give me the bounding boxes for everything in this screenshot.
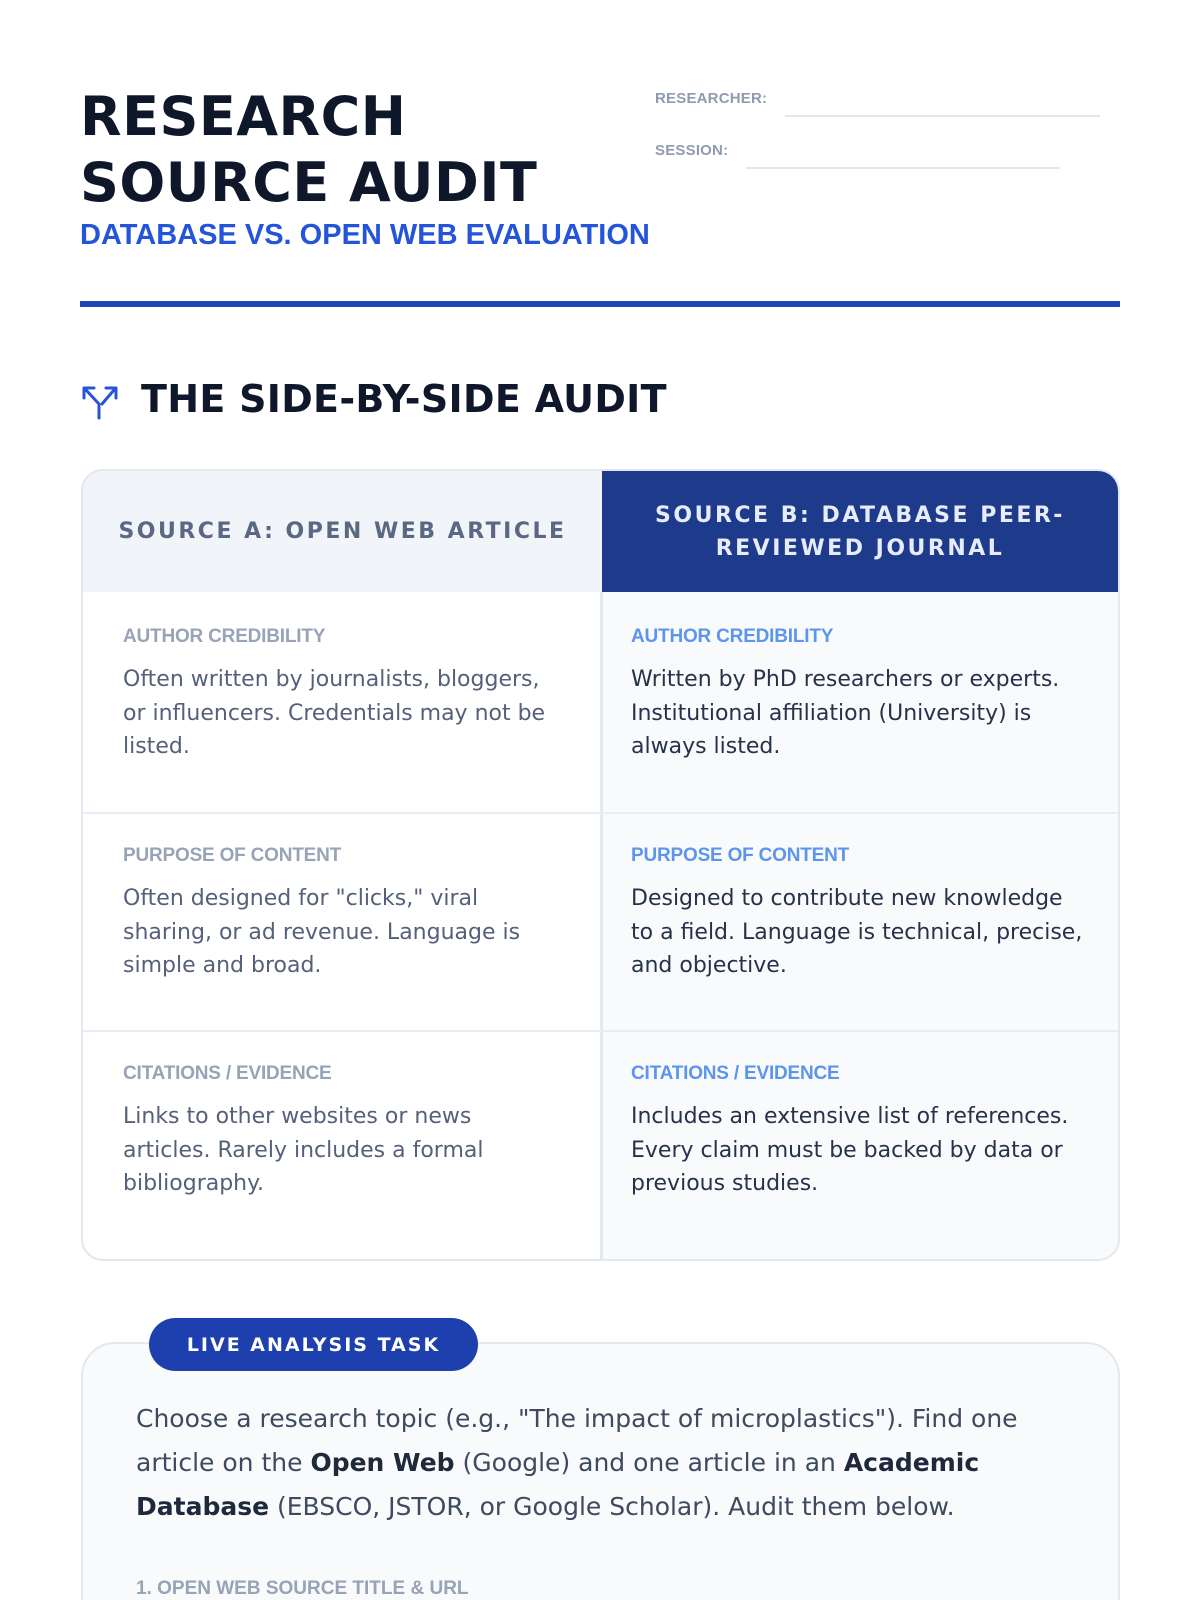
task-text-part: Choose a research topic (e.g., "The impact of microplastics"). Find one article on the — [136, 1404, 1018, 1477]
criterion-text: Written by PhD researchers or experts. Institutional affiliation (University) is always listed. — [631, 667, 1060, 759]
task-emphasis-open-web: Open Web — [310, 1448, 455, 1477]
split-arrows-icon — [80, 382, 120, 422]
table-cell-b-author — [631, 626, 1086, 764]
researcher-label: RESEARCHER: — [655, 90, 768, 107]
table-cell-a-author — [123, 626, 563, 764]
criterion-text: Often designed for "clicks," viral sharing, or ad revenue. Language is simple and broad. — [123, 886, 521, 978]
page-title — [80, 84, 640, 216]
session-field[interactable] — [746, 167, 1060, 169]
comparison-table — [81, 469, 1120, 1261]
criterion-text: Includes an extensive list of references. Every claim must be backed by data or previous studies. — [631, 1104, 1069, 1196]
source-b-header: SOURCE B: DATABASE PEER-REVIEWED JOURNAL — [602, 471, 1118, 592]
criterion-label: CITATIONS / EVIDENCE — [123, 1063, 332, 1084]
researcher-field[interactable] — [785, 115, 1100, 117]
section-title: THE SIDE-BY-SIDE AUDIT — [141, 377, 667, 421]
task-text-part: (EBSCO, JSTOR, or Google Scholar). Audit them below. — [269, 1492, 955, 1521]
page-title-line-2: SOURCE AUDIT — [80, 151, 538, 214]
column-divider — [600, 592, 603, 1261]
table-cell-a-purpose — [123, 845, 563, 983]
session-label: SESSION: — [655, 142, 729, 159]
row-divider — [83, 1030, 1118, 1032]
criterion-label: PURPOSE OF CONTENT — [631, 845, 850, 866]
open-web-source-label: 1. OPEN WEB SOURCE TITLE & URL — [136, 1578, 469, 1599]
page-title-line-1: RESEARCH — [80, 85, 407, 148]
criterion-text: Often written by journalists, bloggers, or influencers. Credentials may not be listed. — [123, 667, 546, 759]
criterion-text: Links to other websites or news articles. Rarely includes a formal bibliography. — [123, 1104, 484, 1196]
criterion-text: Designed to contribute new knowledge to a field. Language is technical, precise, and objective. — [631, 886, 1083, 978]
task-instructions — [136, 1397, 1066, 1529]
source-a-header: SOURCE A: OPEN WEB ARTICLE — [83, 471, 602, 592]
table-cell-a-citations — [123, 1063, 563, 1201]
table-cell-b-purpose — [631, 845, 1086, 983]
row-divider — [83, 812, 1118, 814]
criterion-label: AUTHOR CREDIBILITY — [631, 626, 834, 647]
criterion-label: AUTHOR CREDIBILITY — [123, 626, 326, 647]
task-badge: LIVE ANALYSIS TASK — [149, 1318, 478, 1371]
header-divider — [80, 301, 1120, 307]
task-text-part: (Google) and one article in an — [454, 1448, 844, 1477]
criterion-label: PURPOSE OF CONTENT — [123, 845, 342, 866]
page-subtitle: DATABASE VS. OPEN WEB EVALUATION — [80, 219, 650, 251]
table-cell-b-citations — [631, 1063, 1086, 1201]
criterion-label: CITATIONS / EVIDENCE — [631, 1063, 840, 1084]
task-emphasis-database: Academic Database — [136, 1448, 980, 1521]
